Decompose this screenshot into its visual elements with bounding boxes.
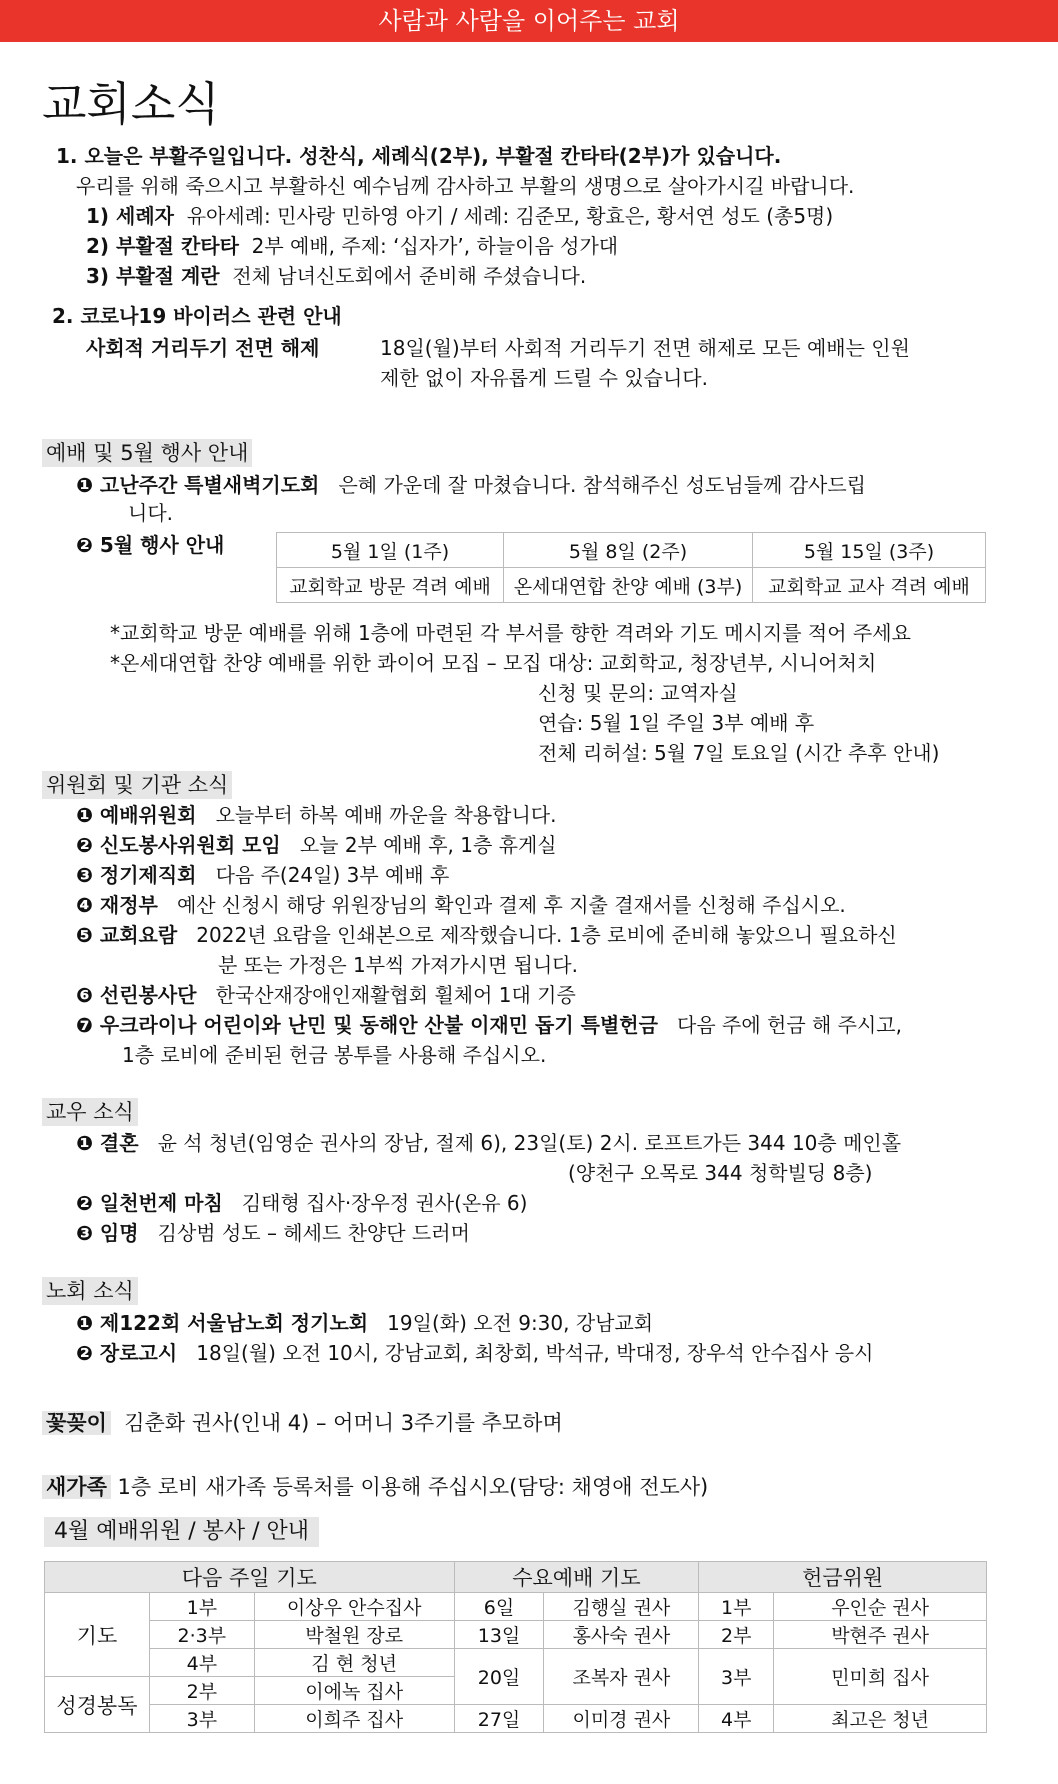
may-events-table	[276, 532, 986, 603]
committee-item-label: ❼ 우크라이나 어린이와 난민 및 동해안 산불 이재민 돕기 특별헌금	[76, 1013, 658, 1037]
news-1-text: 우리를 위해 죽으시고 부활하신 예수님께 감사하고 부활의 생명으로 살아가시길 바랍니다.	[76, 174, 855, 198]
sunday-name: 이상우 안수집사	[254, 1593, 454, 1621]
committee-item-text: 다음 주(24일) 3부 예배 후	[215, 863, 450, 887]
member-item-1-text: 윤 석 청년(임영순 권사의 장남, 절제 6), 23일(토) 2시. 로프트가든 344 10층 메인홀	[157, 1131, 902, 1155]
member-item-1-text-2: (양천구 오목로 344 청학빌딩 8층)	[568, 1161, 873, 1185]
committee-item-label: ❺ 교회요람	[76, 923, 178, 947]
committee-item-label: ❹ 재정부	[76, 893, 158, 917]
offering-part: 3부	[699, 1649, 774, 1705]
reading-label: 성경봉독	[45, 1677, 150, 1733]
committee-item-5-cont: 분 또는 가정은 1부씩 가져가시면 됩니다.	[218, 953, 578, 977]
prayer-label: 기도	[45, 1593, 150, 1677]
news-1-heading: 1. 오늘은 부활주일입니다. 성찬식, 세례식(2부), 부활절 칸타타(2부)가 있습니다.	[56, 144, 782, 168]
wednesday-day: 20일	[454, 1649, 544, 1705]
worship-note-4: 연습: 5월 1일 주일 3부 예배 후	[538, 711, 815, 735]
committee-item-text: 한국산재장애인재활협회 휠체어 1대 기증	[215, 983, 576, 1007]
wednesday-prayer-header: 수요예배 기도	[454, 1562, 699, 1593]
wednesday-name: 조복자 권사	[544, 1649, 699, 1705]
offering-part: 4부	[699, 1705, 774, 1733]
worship-note-3: 신청 및 문의: 교역자실	[538, 681, 738, 705]
newfamily-label: 새가족	[42, 1475, 111, 1499]
top-banner: 사람과 사람을 이어주는 교회	[0, 0, 1058, 42]
news-1-3-text: 전체 남녀신도회에서 준비해 주셨습니다.	[232, 264, 587, 288]
sunday-part: 1부	[149, 1593, 254, 1621]
news-1-1-text: 유아세례: 민사랑 민하영 아기 / 세례: 김준모, 황효은, 황서연 성도 (총5명)	[186, 204, 834, 228]
event-date: 5월 15일 (3주)	[753, 533, 986, 568]
committee-item-text: 2022년 요람을 인쇄본으로 제작했습니다. 1층 로비에 준비해 놓았으니 필요하신	[196, 923, 897, 947]
committee-item-label: ❶ 예배위원회	[76, 803, 197, 827]
presbytery-item-1-label: ❶ 제122회 서울남노회 정기노회	[76, 1311, 369, 1335]
worship-item-1-text: 은혜 가운데 잘 마쳤습니다. 참석해주신 성도님들께 감사드립	[338, 473, 866, 497]
committee-item-text: 다음 주에 헌금 해 주시고,	[677, 1013, 902, 1037]
wednesday-day: 13일	[454, 1621, 544, 1649]
sunday-name: 김 현 청년	[254, 1649, 454, 1677]
offering-name: 우인순 권사	[774, 1593, 987, 1621]
committee-item-text: 오늘 2부 예배 후, 1층 휴게실	[299, 833, 557, 857]
worship-item-2-label: ❷ 5월 행사 안내	[76, 533, 225, 557]
offering-name: 최고은 청년	[774, 1705, 987, 1733]
offering-name: 박현주 권사	[774, 1621, 987, 1649]
committee-item-label: ❸ 정기제직회	[76, 863, 197, 887]
event-desc: 교회학교 교사 격려 예배	[753, 568, 986, 603]
news-1-1-label: 1) 세례자	[86, 204, 174, 228]
offering-name: 민미희 집사	[774, 1649, 987, 1705]
worship-item-1-label: ❶ 고난주간 특별새벽기도회	[76, 473, 320, 497]
wednesday-day: 27일	[454, 1705, 544, 1733]
presbytery-item-2-label: ❷ 장로고시	[76, 1341, 178, 1365]
event-date: 5월 8일 (2주)	[504, 533, 753, 568]
worship-note-5: 전체 리허설: 5월 7일 토요일 (시간 추후 안내)	[538, 741, 940, 765]
page-title: 교회소식	[42, 77, 220, 131]
presbytery-item-1-text: 19일(화) 오전 9:30, 강남교회	[387, 1311, 654, 1335]
service-heading: 4월 예배위원 / 봉사 / 안내	[44, 1517, 319, 1547]
member-heading: 교우 소식	[42, 1098, 138, 1126]
wednesday-name: 홍사숙 권사	[544, 1621, 699, 1649]
sunday-part: 2부	[149, 1677, 254, 1705]
offering-part: 1부	[699, 1593, 774, 1621]
worship-note-1: *교회학교 방문 예배를 위해 1층에 마련된 각 부서를 향한 격려와 기도 메시지를 적어 주세요	[110, 621, 911, 645]
sunday-name: 이희주 집사	[254, 1705, 454, 1733]
member-item-2-text: 김태형 집사·장우정 권사(온유 6)	[241, 1191, 528, 1215]
presbytery-item-2-text: 18일(월) 오전 10시, 강남교회, 최창회, 박석규, 박대정, 장우석 안수집사 응시	[196, 1341, 874, 1365]
committee-heading: 위원회 및 기관 소식	[42, 771, 232, 799]
news-1-2-text: 2부 예배, 주제: ‘십자가’, 하늘이음 성가대	[251, 234, 619, 258]
committee-item-7-cont: 1층 로비에 준비된 헌금 봉투를 사용해 주십시오.	[122, 1043, 547, 1067]
news-1-2-label: 2) 부활절 칸타타	[86, 234, 239, 258]
worship-item-1-text-2: 니다.	[128, 501, 173, 525]
sunday-part: 3부	[149, 1705, 254, 1733]
worship-note-2: *온세대연합 찬양 예배를 위한 콰이어 모집 – 모집 대상: 교회학교, 청장년부, 시니어처치	[110, 651, 877, 675]
event-date: 5월 1일 (1주)	[277, 533, 504, 568]
committee-item-label: ❷ 신도봉사위원회 모임	[76, 833, 281, 857]
member-item-1-label: ❶ 결혼	[76, 1131, 139, 1155]
wednesday-day: 6일	[454, 1593, 544, 1621]
member-item-3-label: ❸ 임명	[76, 1221, 139, 1245]
sunday-part: 4부	[149, 1649, 254, 1677]
sunday-name: 이에녹 집사	[254, 1677, 454, 1705]
sunday-prayer-header: 다음 주일 기도	[45, 1562, 455, 1593]
event-desc: 교회학교 방문 격려 예배	[277, 568, 504, 603]
news-2-label: 사회적 거리두기 전면 해제	[86, 336, 320, 360]
presbytery-heading: 노회 소식	[42, 1277, 138, 1305]
sunday-part: 2·3부	[149, 1621, 254, 1649]
offering-header: 헌금위원	[699, 1562, 987, 1593]
service-table	[44, 1561, 987, 1733]
flower-text: 김춘화 권사(인내 4) – 어머니 3주기를 추모하며	[124, 1411, 563, 1435]
worship-heading: 예배 및 5월 행사 안내	[42, 439, 252, 467]
wednesday-name: 김행실 권사	[544, 1593, 699, 1621]
news-2-text-2: 제한 없이 자유롭게 드릴 수 있습니다.	[380, 366, 708, 390]
committee-item-text: 오늘부터 하복 예배 까운을 착용합니다.	[215, 803, 557, 827]
committee-item-label: ❻ 선린봉사단	[76, 983, 197, 1007]
committee-item-text: 예산 신청시 해당 위원장님의 확인과 결제 후 지출 결재서를 신청해 주십시오.	[176, 893, 846, 917]
event-desc: 온세대연합 찬양 예배 (3부)	[504, 568, 753, 603]
member-item-2-label: ❷ 일천번제 마침	[76, 1191, 223, 1215]
wednesday-name: 이미경 권사	[544, 1705, 699, 1733]
member-item-3-text: 김상범 성도 – 헤세드 찬양단 드러머	[157, 1221, 470, 1245]
news-1-3-label: 3) 부활절 계란	[86, 264, 220, 288]
news-2-heading: 2. 코로나19 바이러스 관련 안내	[52, 304, 342, 328]
newfamily-text: 1층 로비 새가족 등록처를 이용해 주십시오(담당: 채영애 전도사)	[117, 1475, 709, 1499]
news-2-text-1: 18일(월)부터 사회적 거리두기 전면 해제로 모든 예배는 인원	[380, 336, 910, 360]
flower-label: 꽃꽂이	[42, 1411, 111, 1435]
sunday-name: 박철원 장로	[254, 1621, 454, 1649]
offering-part: 2부	[699, 1621, 774, 1649]
